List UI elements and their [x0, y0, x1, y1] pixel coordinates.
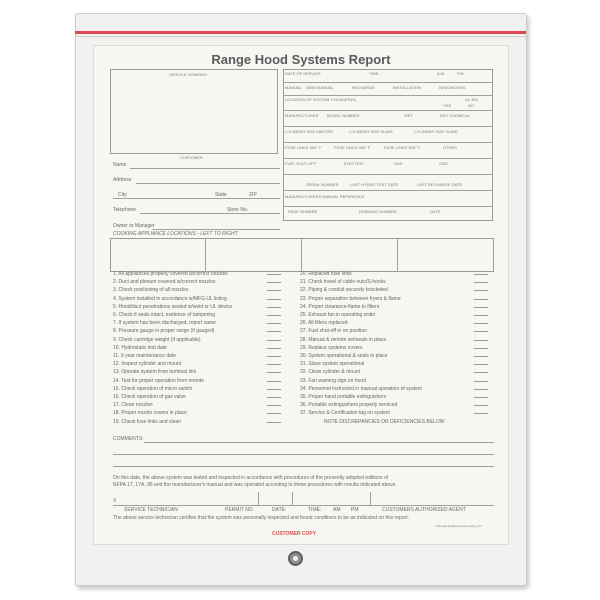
sig-date-label: DATE:	[272, 507, 287, 513]
fuse-links-350-label: FUSE LINKS 350° F	[285, 145, 322, 150]
check-blank[interactable]	[265, 311, 281, 319]
check-blank[interactable]	[265, 385, 281, 393]
checklist-item: 28. Manual & remote set/seals in place	[300, 336, 387, 343]
check-blank[interactable]	[472, 401, 488, 409]
size-label: SIZE	[439, 161, 448, 166]
checklist-item: 31. Slave system operational	[300, 361, 365, 368]
checklist-item: 2. Duct and plenum covered w/correct nozzles	[113, 279, 216, 286]
checklist-item: 11. 6 year maintenance date	[113, 353, 177, 360]
date-of-service-label: DATE OF SERVICE	[285, 71, 321, 76]
grid-line	[292, 492, 293, 505]
checklist-left	[113, 270, 232, 426]
renovation-label: RENOVATION	[439, 85, 465, 90]
grid-line	[283, 110, 493, 111]
zip-seal-strip	[75, 31, 526, 34]
check-blank[interactable]	[265, 368, 281, 376]
comments-line[interactable]	[113, 466, 494, 467]
checklist-item: 22. Piping & conduit securely bracketed	[300, 287, 388, 294]
checklist-item: 4. System installed in accordance w/MFG UL listing	[113, 295, 227, 302]
ul-300-label: UL 300	[465, 97, 478, 102]
check-blank[interactable]	[265, 352, 281, 360]
grid-line	[283, 126, 493, 127]
grid-line	[283, 174, 493, 175]
time-label: TIME	[369, 71, 379, 76]
checklist-left-blanks	[265, 270, 281, 426]
checklist-item: 23. Proper separation between fryers & flame	[300, 295, 401, 302]
checklist-item: 34. Personnel instructed in manual operation of system	[300, 385, 423, 392]
other-label: OTHER	[443, 145, 457, 150]
checklist-right-blanks	[472, 270, 488, 418]
semi-manual-label: SEMI MANUAL	[306, 85, 334, 90]
checklist-item: 3. Check positioning of all nozzles	[113, 287, 189, 294]
checklist-item: 32. Clean cylinder & mount	[300, 369, 361, 376]
comments-line[interactable]	[144, 442, 494, 443]
check-blank[interactable]	[472, 319, 488, 327]
statement-line-2: NFPA 17, 17A, 96 and the manufacturer's manual and was operated according to these procedures with results indicated above.	[113, 482, 397, 488]
pm-label: P.M.	[457, 71, 465, 76]
checklist-item: 8. Pressure gauge in proper range (if gauged)	[113, 328, 215, 335]
drawing-number-label: DRAWING NUMBER	[359, 209, 397, 214]
gas-label: GAS	[394, 161, 403, 166]
last-hydro-label: LAST HYDRO TEST DATE	[350, 182, 399, 187]
check-blank[interactable]	[472, 360, 488, 368]
check-blank[interactable]	[265, 303, 281, 311]
sig-am-label: AM	[333, 507, 341, 513]
check-blank[interactable]	[472, 385, 488, 393]
checklist-item: 21. Check travel of cable nuts/S-hooks	[300, 279, 386, 286]
installation-label: INSTALLATION	[393, 85, 421, 90]
checklist-item: 13. Operate system from terminal link	[113, 369, 197, 376]
check-blank[interactable]	[472, 352, 488, 360]
city-label: City	[118, 192, 127, 198]
statement-line-1: On this date, the above system was tested and inspected in accordance with procedures of the presently adopted editions of	[113, 475, 389, 481]
owner-label: Owner or Manager	[113, 223, 155, 229]
checklist-item: 12. Inspect cylinder and mount	[113, 361, 182, 368]
city-line	[113, 198, 280, 199]
cylinder-slave-2-label: CYLINDER SIZE SLAVE	[414, 129, 458, 134]
check-blank[interactable]	[472, 368, 488, 376]
checklist-item: 15. Check operation of micro switch	[113, 385, 193, 392]
check-blank[interactable]	[265, 278, 281, 286]
checklist-item: 17. Clean nozzles	[113, 402, 153, 409]
comments-label: COMMENTS:	[113, 436, 144, 442]
checklist-item: 30. System operational & seals in place	[300, 353, 388, 360]
grid-line	[283, 206, 493, 207]
last-recharge-label: LAST RECHARGE DATE	[417, 182, 463, 187]
address-label: Address	[113, 177, 132, 183]
zip-label: ZIP	[249, 192, 257, 198]
comments-line[interactable]	[113, 454, 494, 455]
check-blank[interactable]	[265, 377, 281, 385]
checklist-item: 7. If system has been discharged, report same	[113, 320, 216, 327]
check-blank[interactable]	[472, 327, 488, 335]
serial-number-label: SERIAL NUMBER	[306, 182, 339, 187]
manual-label: MANUAL	[285, 85, 302, 90]
check-blank[interactable]	[265, 286, 281, 294]
check-blank[interactable]	[472, 377, 488, 385]
check-blank[interactable]	[472, 270, 488, 278]
publisher-credit: © Brooks Equipment Company, Inc.	[435, 524, 483, 528]
checklist-item: 14. Test for proper operation from remote	[113, 377, 205, 384]
check-blank[interactable]	[265, 418, 281, 426]
grid-line	[283, 95, 493, 96]
checklist-item: 27. Fuel shut-off in on position	[300, 328, 367, 335]
note-discrepancies: NOTE DISCREPANCIES OR DEFICIENCIES BELOW	[324, 418, 445, 425]
grid-line	[283, 142, 493, 143]
fuel-shutoff-label: FUEL SHUT-OFF	[285, 161, 317, 166]
checklist-item: 37. Service & Certification tag on system	[300, 410, 391, 417]
check-blank[interactable]	[472, 286, 488, 294]
grid-line	[283, 158, 493, 159]
address-line	[136, 183, 280, 184]
check-blank[interactable]	[265, 336, 281, 344]
check-blank[interactable]	[472, 409, 488, 417]
state-label: State	[215, 192, 227, 198]
check-blank[interactable]	[265, 409, 281, 417]
checklist-item: 25. Exhaust fan in operating order	[300, 312, 376, 319]
name-label: Name	[113, 162, 127, 168]
customer-label: CUSTOMER	[180, 155, 203, 160]
yes-label: YES	[443, 103, 452, 108]
fuse-links-500-label: FUSE LINKS 500° F	[384, 145, 421, 150]
check-blank[interactable]	[265, 327, 281, 335]
check-blank[interactable]	[472, 336, 488, 344]
customer-copy-label: CUSTOMER COPY	[272, 531, 317, 537]
mfr-manual-label: MANUFACTURERS MANUAL REFERENCE	[285, 194, 365, 199]
service-company-label: SERVICE COMPANY	[169, 72, 208, 77]
dry-chemical-label: DRY CHEMICAL	[440, 113, 471, 118]
checklist-item: 20. Replaced fuse links	[300, 271, 352, 277]
grid-line	[205, 238, 206, 272]
check-blank[interactable]	[265, 401, 281, 409]
checklist-item: 1. All appliances properly covered w/correct nozzles	[113, 271, 228, 277]
am-label: A.M.	[437, 71, 446, 76]
telephone-label: Telephone	[113, 207, 137, 213]
authorized-agent-label: CUSTOMERS AUTHORIZED AGENT	[382, 507, 466, 513]
cooking-appliance-label: COOKING APPLIANCE LOCATIONS - LEFT TO RIGHT	[113, 231, 238, 237]
service-technician-label: SERVICE TECHNICIAN	[124, 507, 178, 513]
checklist-item: 10. Hydrostatic test date	[113, 344, 167, 351]
check-blank[interactable]	[472, 311, 488, 319]
checklist-item: 29. Replace systems covers	[300, 344, 363, 351]
certification-text: The above service technician certifies that the system was personally inspected and found conditions to be as indicated on this report.	[113, 515, 410, 521]
grid-line	[258, 492, 259, 505]
store-no-label: Store No.	[227, 207, 249, 213]
grid-line	[283, 190, 493, 191]
recharge-label: RECHARGE	[352, 85, 375, 90]
checklist-item: 5. Hood/duct penetrations sealed w/weld or UL device	[113, 303, 233, 310]
manufacturer-label: MANUFACTURER	[285, 113, 319, 118]
checklist-item: 36. Portable extinguishers properly serviced	[300, 402, 398, 409]
check-blank[interactable]	[265, 270, 281, 278]
location-label: LOCATION OF SYSTEM CYLINDER(S)	[285, 97, 357, 102]
grid-line	[283, 82, 493, 83]
check-blank[interactable]	[472, 295, 488, 303]
checklist-item: 6. Check if seals intact, evidence of tampering	[113, 312, 215, 319]
check-blank[interactable]	[472, 303, 488, 311]
service-company-box	[110, 69, 278, 154]
sig-pm-label: PM	[351, 507, 359, 513]
cylinder-slave-1-label: CYLINDER SIZE SLAVE	[349, 129, 393, 134]
checklist-item: 18. Proper nozzle covers in place	[113, 410, 187, 417]
sig-time-label: TIME:	[308, 507, 322, 513]
wet-label: WET	[404, 113, 413, 118]
electric-label: ELECTRIC	[344, 161, 364, 166]
check-blank[interactable]	[265, 295, 281, 303]
grid-line	[397, 238, 398, 272]
check-blank[interactable]	[472, 393, 488, 401]
check-blank[interactable]	[265, 344, 281, 352]
check-blank[interactable]	[472, 344, 488, 352]
model-number-label: MODEL NUMBER	[327, 113, 360, 118]
checklist-item: 35. Proper hand portable extinguishers	[300, 394, 387, 401]
grid-line	[370, 492, 371, 505]
checklist-item: 26. All filters replaced	[300, 320, 348, 327]
checklist-item: 33. Fan warning sign on hood	[300, 377, 366, 384]
check-blank[interactable]	[265, 360, 281, 368]
check-blank[interactable]	[265, 319, 281, 327]
checklist-right	[300, 270, 444, 426]
check-blank[interactable]	[265, 393, 281, 401]
check-blank[interactable]	[472, 278, 488, 286]
grid-line	[301, 238, 302, 272]
report-form	[93, 45, 509, 545]
signature-line[interactable]	[113, 505, 494, 506]
checklist-item: 16. Check operation of gas valve	[113, 394, 186, 401]
form-title: Range Hood Systems Report	[211, 52, 391, 67]
grommet-hole	[288, 551, 303, 566]
checklist-item: 24. Proper clearance-flame to filters	[300, 303, 380, 310]
fuse-links-450-label: FUSE LINKS 450° F	[334, 145, 371, 150]
telephone-line	[140, 213, 280, 214]
owner-line	[152, 229, 280, 230]
page-number-label: PAGE NUMBER	[288, 209, 318, 214]
permit-no-label: PERMIT NO.	[225, 507, 255, 513]
name-line	[130, 168, 280, 169]
signature-x: X	[113, 498, 117, 504]
cooking-appliance-grid	[110, 238, 494, 272]
date-small-label: DATE	[430, 209, 441, 214]
checklist-item: 19. Check fuse links and clean	[113, 418, 181, 425]
cylinder-master-label: CYLINDER SIZE MASTER	[285, 129, 334, 134]
zip-seal-line	[75, 36, 526, 37]
checklist-item: 9. Check cartridge weight (if applicable)	[113, 336, 201, 343]
no-label: NO	[468, 103, 474, 108]
